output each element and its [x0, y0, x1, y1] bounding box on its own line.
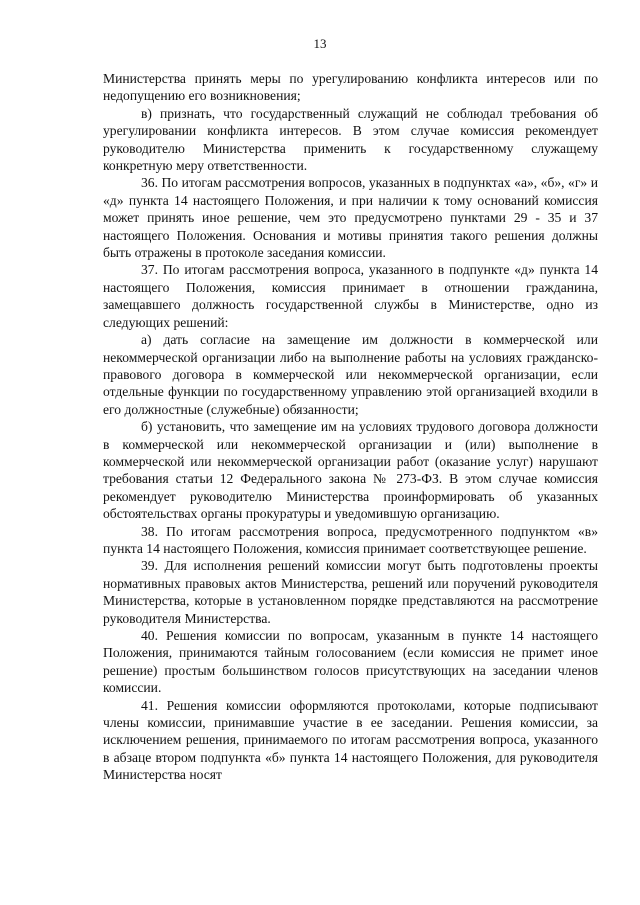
page-number: 13 — [313, 36, 327, 51]
paragraph-39: 39. Для исполнения решений комиссии могут быть подготовлены проекты нормативных правовых актов Министерства, решений или поручений руководителя Министерства, которые в установленном порядке представляются на рассмотрение руководителя Министерства. — [103, 558, 598, 626]
document-body — [103, 70, 598, 784]
paragraph-continuation: Министерства принять меры по урегулированию конфликта интересов или по недопущению его возникновения; — [103, 71, 598, 104]
paragraph-37a: а) дать согласие на замещение им должности в коммерческой или некоммерческой организации либо на выполнение работы на условиях гражданско-правового договора в коммерческой или некоммерческой организации, если отдельные функции по государственному управлению этой организацией входили в его должностные (служебные) обязанности; — [103, 332, 598, 417]
paragraph-41: 41. Решения комиссии оформляются протоколами, которые подписывают члены комиссии, принимавшие участие в ее заседании. Решения комиссии, за исключением решения, принимаемого по итогам рассмотрения вопроса, указанного в абзаце втором подпункта «б» пункта 14 настоящего Положения, для руководителя Министерства носят — [103, 697, 598, 783]
paragraph-37: 37. По итогам рассмотрения вопроса, указанного в подпункте «д» пункта 14 настоящего Положения, комиссия принимает в отношении гражданина, замещавшего должность государственной службы в Министерстве, одно из следующих решений: — [103, 262, 598, 330]
paragraph-37b: б) установить, что замещение им на условиях трудового договора должности в коммерческой или некоммерческой организации и (или) выполнение в коммерческой или некоммерческой организации работ (оказание услуг) нарушают требования статьи 12 Федерального закона № 273-ФЗ. В этом случае комиссия рекомендует руководителю Министерства проинформировать об указанных обстоятельствах органы прокуратуры и уведомившую организацию. — [103, 419, 598, 522]
paragraph-36: 36. По итогам рассмотрения вопросов, указанных в подпунктах «а», «б», «г» и «д» пункта 14 настоящего Положения, и при наличии к тому оснований комиссия может принять иное решение, чем это предусмотрено пунктами 29 - 35 и 37 настоящего Положения. Основания и мотивы принятия такого решения должны быть отражены в протоколе заседания комиссии. — [103, 175, 598, 261]
paragraph-38: 38. По итогам рассмотрения вопроса, предусмотренного подпунктом «в» пункта 14 настоящего Положения, комиссия принимает соответствующее решение. — [103, 523, 598, 556]
paragraph-40: 40. Решения комиссии по вопросам, указанным в пункте 14 настоящего Положения, принимаются тайным голосованием (если комиссия не примет иное решение) простым большинством голосов присутствующих на заседании членов комиссии. — [103, 628, 598, 696]
paragraph-35v: в) признать, что государственный служащий не соблюдал требования об урегулировании конфликта интересов. В этом случае комиссия рекомендует руководителю Министерства применить к государственному служащему конкретную меру ответственности. — [103, 105, 598, 174]
